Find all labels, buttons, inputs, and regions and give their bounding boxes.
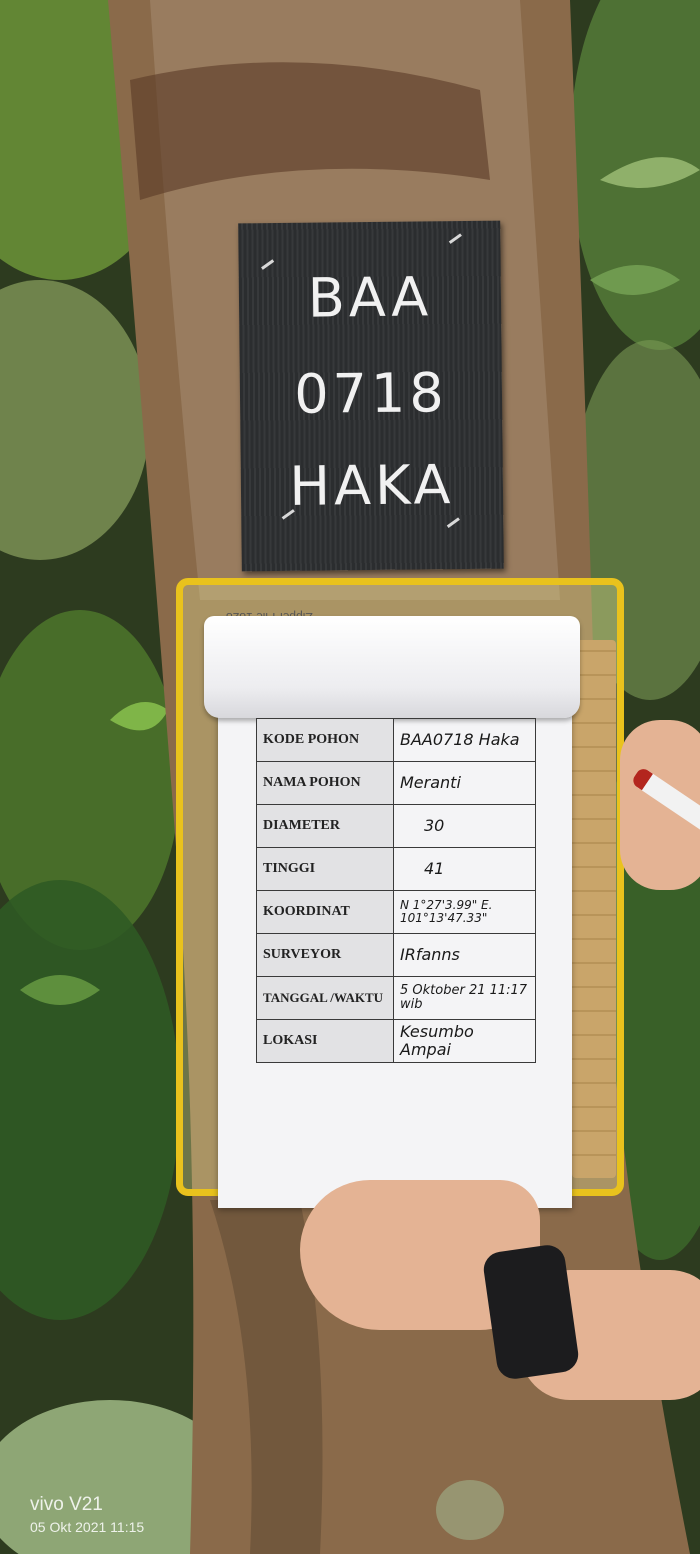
form-label: TINGGI — [257, 848, 394, 891]
form-row — [257, 805, 536, 848]
form-label: KODE POHON — [257, 719, 394, 762]
form-row — [257, 891, 536, 934]
paper-roll — [204, 616, 580, 718]
form-value: IRfanns — [394, 934, 536, 977]
form-row — [257, 934, 536, 977]
form-value: Meranti — [394, 762, 536, 805]
form-value: N 1°27'3.99" E. 101°13'47.33" — [394, 891, 536, 934]
form-label: KOORDINAT — [257, 891, 394, 934]
form-row — [257, 1020, 536, 1063]
form-label: DIAMETER — [257, 805, 394, 848]
tag-line-2: 0718 — [293, 361, 449, 426]
tree-data-form — [256, 718, 536, 1063]
tag-line-3: HAKA — [289, 453, 455, 518]
form-value: 5 Oktober 21 11:17 wib — [394, 977, 536, 1020]
form-row — [257, 977, 536, 1020]
form-label: SURVEYOR — [257, 934, 394, 977]
form-label: LOKASI — [257, 1020, 394, 1063]
form-value: BAA0718 Haka — [394, 719, 536, 762]
form-label: NAMA POHON — [257, 762, 394, 805]
bamboo-board — [572, 640, 616, 1178]
tag-line-1: BAA — [307, 265, 433, 330]
form-label: TANGGAL /WAKTU — [257, 977, 394, 1020]
form-value: 30 — [394, 805, 536, 848]
form-value: 41 — [394, 848, 536, 891]
wristwatch — [481, 1243, 580, 1381]
camera-brand: vivo V21 — [30, 1494, 103, 1515]
form-value: Kesumbo Ampai — [394, 1020, 536, 1063]
form-row — [257, 762, 536, 805]
tag-pin — [447, 517, 460, 528]
tag-pin — [449, 233, 462, 244]
tree-id-tag — [238, 221, 504, 572]
form-row — [257, 719, 536, 762]
photo-timestamp: 05 Okt 2021 11:15 — [30, 1519, 145, 1535]
form-row — [257, 848, 536, 891]
